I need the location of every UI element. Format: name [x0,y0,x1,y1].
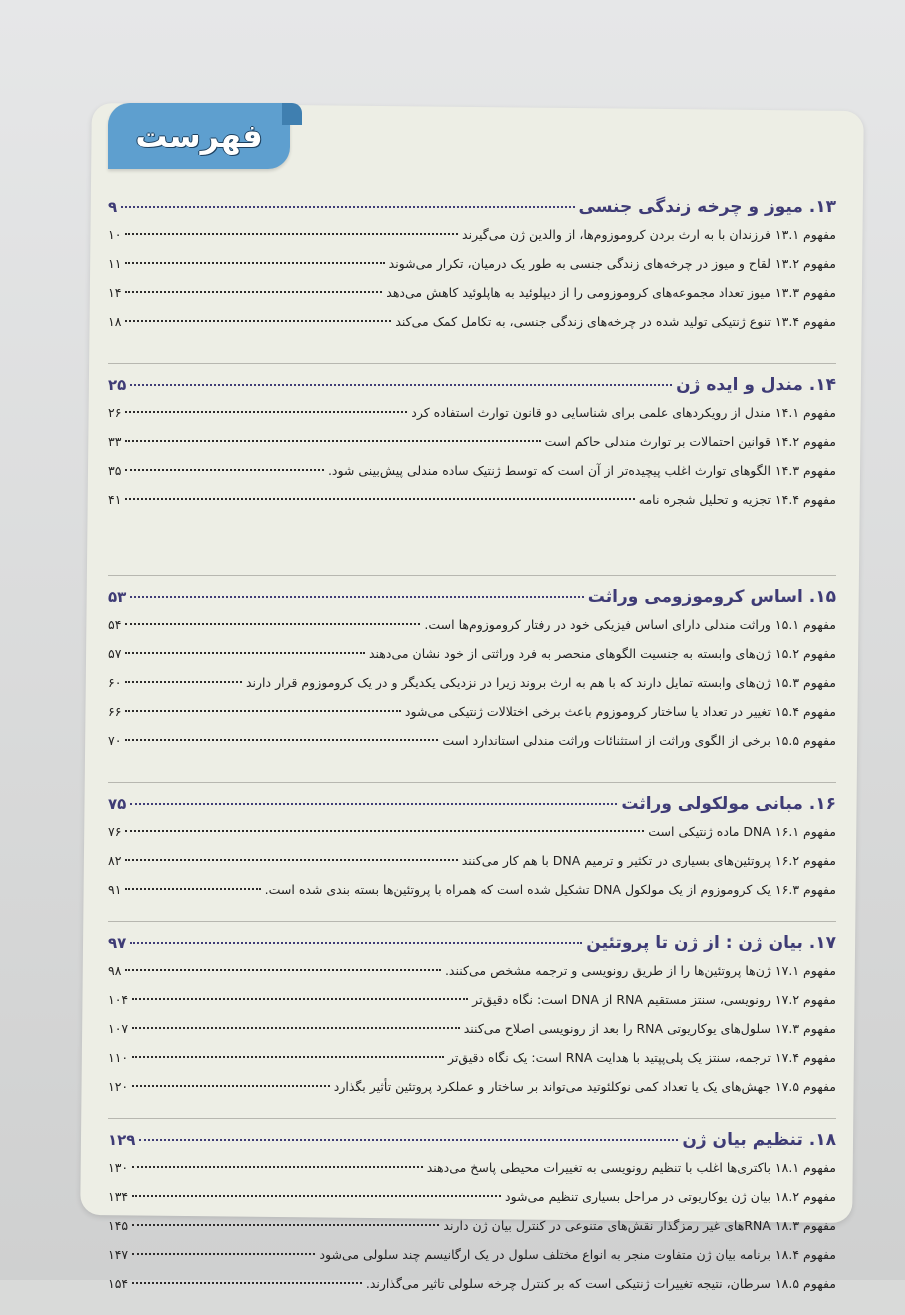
entry-title: مفهوم ۱۶.۲ پروتئین‌های بسیاری در تکثیر و ترمیم DNA با هم کار می‌کنند [461,853,836,868]
entry-title: مفهوم ۱۷.۳ سلول‌های یوکاریوتی RNA را بعد از رونویسی اصلاح می‌کنند [463,1021,836,1036]
leader-dots [132,1195,501,1197]
entry-title: مفهوم ۱۵.۳ ژن‌های وابسته تمایل دارند که با هم به ارث بروند زیرا در نزدیکی یکدیگر و در یک کروموزوم قرار دارند [245,675,836,690]
leader-dots [125,830,644,832]
leader-dots [125,888,260,890]
entry-page-number: ۶۶ [108,704,122,719]
leader-dots [130,942,582,944]
chapter-page-number: ۷۵ [108,795,127,813]
leader-dots [121,206,574,208]
leader-dots [132,1282,362,1284]
chapter-section [108,587,836,772]
toc-entry[interactable] [108,1021,836,1050]
entry-title: مفهوم ۱۷.۲ رونویسی، سنتز مستقیم RNA از DNA است: نگاه دقیق‌تر [472,992,836,1007]
toc-entry[interactable] [108,1189,836,1218]
toc-entry[interactable] [108,434,836,463]
tab-fold [282,103,302,125]
chapter-section [108,933,836,1108]
chapter-heading[interactable] [108,197,836,227]
toc-entry[interactable] [108,646,836,675]
leader-dots [132,1056,444,1058]
entry-page-number: ۱۲۰ [108,1079,129,1094]
section-divider [108,1118,836,1119]
entry-title: مفهوم ۱۴.۱ مندل از رویکردهای علمی برای شناسایی دو قانون توارث استفاده کرد [411,405,836,420]
entry-page-number: ۱۸ [108,314,122,329]
leader-dots [130,803,617,805]
entry-page-number: ۵۷ [108,646,122,661]
entry-page-number: ۱۳۰ [108,1160,129,1175]
leader-dots [132,1085,330,1087]
entry-title: مفهوم ۱۳.۱ فرزندان با به ارث بردن کروموزوم‌ها، از والدین ژن می‌گیرند [462,227,836,242]
entry-page-number: ۳۵ [108,463,122,478]
toc-entry[interactable] [108,1160,836,1189]
chapter-section [108,1130,836,1305]
entry-title: مفهوم ۱۳.۳ میوز تعداد مجموعه‌های کروموزومی را از دیپلوئید به هاپلوئید کاهش می‌دهد [386,285,836,300]
leader-dots [125,469,324,471]
title-tab [108,103,290,169]
toc-entry[interactable] [108,285,836,314]
leader-dots [125,440,540,442]
chapter-heading[interactable] [108,794,836,824]
entry-title: مفهوم ۱۵.۵ برخی از الگوی وراثت از استثنائات وراثت مندلی استاندارد است [442,733,836,748]
chapter-heading[interactable] [108,587,836,617]
entry-title: مفهوم ۱۵.۴ تغییر در تعداد یا ساختار کروموزوم باعث برخی اختلالات ژنتیکی می‌شود [404,704,836,719]
chapter-title: ۱۸. تنظیم بیان ژن [682,1130,836,1150]
chapter-title: ۱۵. اساس کروموزومی وراثت [587,587,836,607]
leader-dots [132,1027,460,1029]
entry-page-number: ۱۱ [108,256,122,271]
chapter-title: ۱۶. مبانی مولکولی وراثت [621,794,836,814]
toc-entry[interactable] [108,1218,836,1247]
toc-entry[interactable] [108,1050,836,1079]
leader-dots [125,498,634,500]
leader-dots [125,623,420,625]
entry-page-number: ۱۰۷ [108,1021,129,1036]
entry-page-number: ۷۶ [108,824,122,839]
chapter-section [108,375,836,565]
leader-dots [125,320,391,322]
entry-title: مفهوم ۱۴.۲ قوانین احتمالات بر توارث مندلی حاکم است [544,434,836,449]
entry-title: مفهوم ۱۳.۲ لقاح و میوز در چرخه‌های زندگی جنسی به طور یک درمیان، تکرار می‌شوند [388,256,836,271]
leader-dots [130,384,672,386]
leader-dots [132,1166,423,1168]
leader-dots [125,681,242,683]
entry-page-number: ۱۰ [108,227,122,242]
toc-entry[interactable] [108,256,836,285]
entry-title: مفهوم ۱۵.۲ ژن‌های وابسته به جنسیت الگوهای منحصر به فرد وراثتی از خود نشان می‌دهند [368,646,836,661]
leader-dots [132,1224,439,1226]
section-divider [108,782,836,783]
toc-entry[interactable] [108,314,836,343]
leader-dots [125,859,457,861]
leader-dots [132,1253,315,1255]
entry-page-number: ۱۳۴ [108,1189,129,1204]
toc-entry[interactable] [108,492,836,521]
entry-page-number: ۴۱ [108,492,122,507]
entry-title: مفهوم ۱۶.۱ DNA ماده ژنتیکی است [648,824,836,839]
toc-entry[interactable] [108,1247,836,1276]
toc-entry[interactable] [108,853,836,882]
entry-title: مفهوم ۱۸.۵ سرطان، نتیجه تغییرات ژنتیکی است که بر کنترل چرخه سلولی تاثیر می‌گذارند. [365,1276,836,1291]
chapter-heading[interactable] [108,933,836,963]
entry-page-number: ۵۴ [108,617,122,632]
entry-page-number: ۸۲ [108,853,122,868]
entry-title: مفهوم ۱۴.۴ تجزیه و تحلیل شجره نامه [638,492,836,507]
chapter-title: ۱۴. مندل و ایده ژن [676,375,836,395]
entry-page-number: ۹۱ [108,882,122,897]
chapter-section [108,794,836,911]
leader-dots [139,1139,678,1141]
chapter-page-number: ۹ [108,198,118,216]
toc-entry[interactable] [108,1079,836,1108]
toc-entry[interactable] [108,675,836,704]
toc-entry[interactable] [108,617,836,646]
entry-page-number: ۱۱۰ [108,1050,129,1065]
toc-entry[interactable] [108,227,836,256]
leader-dots [125,710,400,712]
chapter-heading[interactable] [108,375,836,405]
leader-dots [130,596,583,598]
entry-title: مفهوم ۱۵.۱ وراثت مندلی دارای اساس فیزیکی خود در رفتار کروموزوم‌ها است. [424,617,836,632]
entry-page-number: ۱۰۴ [108,992,129,1007]
leader-dots [125,652,365,654]
leader-dots [125,739,438,741]
chapter-page-number: ۱۲۹ [108,1131,136,1149]
entry-page-number: ۲۶ [108,405,122,420]
entry-page-number: ۷۰ [108,733,122,748]
chapter-title: ۱۷. بیان ژن : از ژن تا پروتئین [586,933,836,953]
entry-title: مفهوم ۱۴.۳ الگوهای توارث اغلب پیچیده‌تر از آن است که توسط ژنتیک ساده مندلی پیش‌بینی شود. [327,463,836,478]
entry-page-number: ۱۵۴ [108,1276,129,1291]
entry-title: مفهوم ۱۷.۴ ترجمه، سنتز یک پلی‌پپتید با هدایت RNA است: یک نگاه دقیق‌تر [447,1050,836,1065]
toc-entry[interactable] [108,733,836,762]
section-divider [108,575,836,576]
entry-page-number: ۳۳ [108,434,122,449]
leader-dots [125,262,384,264]
entry-page-number: ۱۴ [108,285,122,300]
toc-entry[interactable] [108,463,836,492]
section-divider [108,921,836,922]
leader-dots [132,998,468,1000]
toc-entry[interactable] [108,405,836,434]
entry-page-number: ۹۸ [108,963,122,978]
entry-title: مفهوم ۱۷.۵ جهش‌های یک یا تعداد کمی نوکلئوتید می‌تواند بر ساختار و عملکرد پروتئین تأثیر بگذارد [333,1079,836,1094]
chapter-page-number: ۵۳ [108,588,127,606]
chapter-page-number: ۲۵ [108,376,127,394]
entry-title: مفهوم ۱۸.۲ بیان ژن یوکاریوتی در مراحل بسیاری تنظیم می‌شود [505,1189,836,1204]
chapter-page-number: ۹۷ [108,934,127,952]
entry-title: مفهوم ۱۸.۱ باکتری‌ها اغلب با تنظیم رونویسی به تغییرات محیطی پاسخ می‌دهند [426,1160,836,1175]
leader-dots [125,291,382,293]
chapter-section [108,197,836,353]
entry-page-number: ۱۴۵ [108,1218,129,1233]
toc-entry[interactable] [108,1276,836,1305]
toc-entry[interactable] [108,963,836,992]
toc-entry[interactable] [108,992,836,1021]
leader-dots [125,969,441,971]
entry-title: مفهوم ۱۸.۳ RNAهای غیر رمزگذار نقش‌های متنوعی در کنترل بیان ژن دارند [443,1218,836,1233]
entry-title: مفهوم ۱۸.۴ برنامه بیان ژن متفاوت منجر به انواع مختلف سلول در یک ارگانیسم چند سلولی می‌شود [319,1247,836,1262]
leader-dots [125,233,458,235]
toc-entry[interactable] [108,704,836,733]
leader-dots [125,411,407,413]
toc-entry[interactable] [108,882,836,911]
entry-title: مفهوم ۱۶.۳ یک کروموزوم از یک مولکول DNA تشکیل شده است که همراه با پروتئین‌ها بسته بندی شده است. [264,882,836,897]
entry-title: مفهوم ۱۳.۴ تنوع ژنتیکی تولید شده در چرخه‌های زندگی جنسی، به تکامل کمک می‌کند [395,314,836,329]
page-title: فهرست [135,117,263,155]
chapter-title: ۱۳. میوز و چرخه زندگی جنسی [578,197,836,217]
entry-page-number: ۶۰ [108,675,122,690]
chapter-heading[interactable] [108,1130,836,1160]
table-of-contents [108,197,836,1315]
section-divider [108,363,836,364]
entry-page-number: ۱۴۷ [108,1247,129,1262]
entry-title: مفهوم ۱۷.۱ ژن‌ها پروتئین‌ها را از طریق رونویسی و ترجمه مشخص می‌کنند. [444,963,836,978]
toc-entry[interactable] [108,824,836,853]
